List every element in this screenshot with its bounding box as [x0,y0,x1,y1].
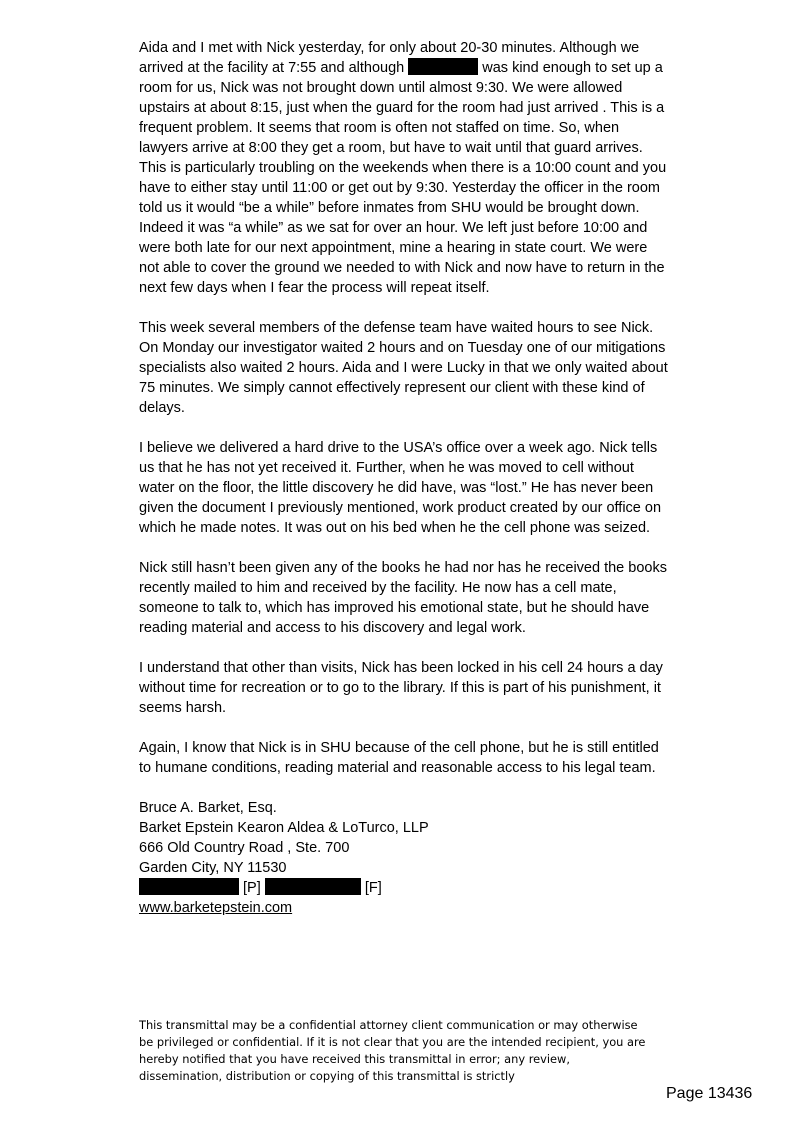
signature-city: Garden City, NY 11530 [139,860,287,876]
signature-contact-line [139,878,669,898]
confidentiality-disclaimer: This transmittal may be a confidential attorney client communication or may otherwise be privileged or confidential. If it is not clear that you are the intended recipient, you are hereby notified that you have received this transmittal in error; any review, dissemination, distribution or copying of this transmittal is strictly [139,1018,646,1083]
redaction-bar [408,58,478,75]
paragraph-confinement: I understand that other than visits, Nick has been locked in his cell 24 hours a day without time for recreation or to go to the library. If this is part of his punishment, it seems harsh. [139,660,663,716]
paragraph-meeting [139,38,669,298]
signature-name: Bruce A. Barket, Esq. [139,800,277,816]
fax-label: [F] [364,880,382,896]
paragraph-discovery: I believe we delivered a hard drive to the USA’s office over a week ago. Nick tells us that he has not yet received it. Further, when he was moved to cell without water on the floor, the little discovery he did have, was “lost.” He has never been given the document I previously mentioned, work product created by our office on which he made notes. It was out on his bed when he the cell phone was seized. [139,440,662,536]
signature-address: 666 Old Country Road , Ste. 700 [139,840,350,856]
phone-label: [P] [243,880,261,896]
fax-redaction-bar [265,878,361,895]
signature-block [139,798,669,918]
paragraph-books: Nick still hasn’t been given any of the books he had nor has he received the books recently mailed to him and received by the facility. He now has a cell mate, someone to talk to, which has improved his emotional state, but he should have reading material and access to his discovery and legal work. [139,560,667,636]
phone-redaction-bar [139,878,239,895]
signature-firm: Barket Epstein Kearon Aldea & LoTurco, LLP [139,820,429,836]
paragraph-conclusion: Again, I know that Nick is in SHU because of the cell phone, but he is still entitled to humane conditions, reading material and reasonable access to his legal team. [139,740,659,776]
paragraph-meeting-text-start: Aida and I met with Nick yesterday, for only about 20-30 minutes. Although we arrived at the facility at 7:55 and although [139,40,640,76]
website-link[interactable]: www.barketepstein.com [139,900,293,916]
letter-body [139,38,669,918]
paragraph-meeting-text-end: was kind enough to set up a room for us, Nick was not brought down until almost 9:30. We were allowed upstairs at about 8:15, just when the guard for the room had just arrived . This is a frequent problem. It seems that room is often not staffed on time. So, when lawyers arrive at 8:00 they get a room, but have to wait until that guard arrives. This is particularly troubling on the weekends when there is a 10:00 count and you have to either stay until 11:00 or get out by 9:30. Yesterday the officer in the room told us it would “be a while” before inmates from SHU would be brought down. Indeed it was “a while” as we sat for over an hour. We left just before 10:00 and were both late for our next appointment, mine a hearing in state court. We were not able to cover the ground we needed to with Nick and now have to return in the next few days when I fear the process will repeat itself. [139,60,667,296]
page-number: Page 13436 [666,1085,753,1102]
paragraph-delays: This week several members of the defense team have waited hours to see Nick. On Monday our investigator waited 2 hours and on Tuesday one of our mitigations specialists also waited 2 hours. Aida and I were Lucky in that we only waited about 75 minutes. We simply cannot effectively represent our client with these kind of delays. [139,320,668,416]
